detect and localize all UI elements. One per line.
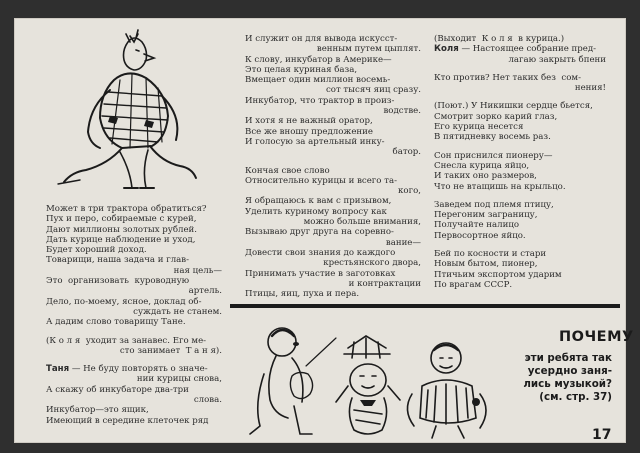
text-line: Может в три трактора обратиться? bbox=[46, 204, 207, 214]
banner-line: усердно заня- bbox=[527, 365, 612, 377]
text-line: Принимать участие в заготовках bbox=[245, 268, 396, 279]
text-line: артель. bbox=[188, 286, 222, 297]
text-line: Кто против? Нет таких без сом- bbox=[434, 72, 581, 83]
text-line: нии курицы снова, bbox=[136, 374, 222, 385]
text-line: Вмещает один миллион восемь- bbox=[245, 75, 391, 86]
text-line: Будет хороший доход. bbox=[46, 245, 147, 256]
section-divider bbox=[230, 304, 620, 308]
text-line: Довести свои знания до каждого bbox=[245, 247, 396, 258]
column-middle bbox=[245, 34, 421, 299]
text-line: Бей по косности и стари bbox=[434, 249, 547, 260]
text-line: К слову, инкубатор в Америке— bbox=[245, 54, 392, 65]
text-line: Сон приснился пионеру— bbox=[434, 150, 553, 161]
text-line: Все же вношу предложение bbox=[245, 126, 373, 137]
text-line: Снесла курица яйцо, bbox=[434, 160, 530, 171]
text-line: Я обращаюсь к вам с призывом, bbox=[245, 196, 392, 207]
text-line: Его курица несется bbox=[434, 122, 524, 133]
text-line: (Выходит К о л я в курица.) bbox=[434, 34, 565, 44]
banner-line: эти ребята так bbox=[524, 352, 612, 364]
text-line: Коля — Настоящее собрание пред- bbox=[434, 44, 597, 55]
text-line: (К о л я уходит за занавес. Его ме- bbox=[46, 335, 207, 346]
text-line: венным путем цыплят. bbox=[316, 44, 421, 55]
text-line: Таня — Не буду повторять о значе- bbox=[46, 364, 208, 375]
text-line: (Поют.) У Никишки сердце бьется, bbox=[434, 101, 593, 112]
text-line: Кончая свое слово bbox=[245, 165, 330, 176]
text-line: водстве. bbox=[383, 106, 421, 117]
musicians-illustration bbox=[236, 314, 498, 440]
banner-line: лись музыкой? bbox=[523, 378, 612, 390]
text-line: Инкубатор, что трактор в произ- bbox=[245, 95, 395, 106]
text-line: По врагам СССР. bbox=[434, 279, 513, 290]
text-line: Пух и перо, собираемые с курей, bbox=[46, 214, 197, 225]
text-line: Перегоним заграницу, bbox=[434, 210, 538, 221]
text-line: Вызываю друг друга на соревно- bbox=[245, 227, 394, 238]
text-line: Уделить куриному вопросу как bbox=[245, 206, 387, 217]
text-line: В пятидневку восемь раз. bbox=[434, 132, 551, 143]
text-line: Первосортное яйцо. bbox=[434, 230, 526, 241]
text-line: ная цель— bbox=[173, 265, 222, 276]
text-line: Получайте налицо bbox=[434, 220, 520, 231]
text-line: вание— bbox=[385, 237, 421, 248]
text-line: И хотя я не важный оратор, bbox=[245, 116, 373, 127]
text-line: А дадим слово товарищу Тане. bbox=[46, 317, 186, 328]
chicken-man-illustration bbox=[50, 20, 200, 196]
text-line: батор. bbox=[392, 147, 421, 158]
text-line: Птичьим экспортом ударим bbox=[434, 269, 562, 280]
text-line: сто занимает Т а н я). bbox=[119, 345, 222, 356]
text-line: Инкубатор—это ящик, bbox=[46, 405, 149, 416]
text-line: Это целая куриная база, bbox=[245, 64, 358, 75]
banner-subtitle bbox=[498, 352, 612, 404]
text-line: крестьянского двора, bbox=[323, 258, 421, 269]
column-right bbox=[434, 34, 606, 290]
text-line: суждать не станем. bbox=[133, 306, 222, 317]
text-line: Дать курице наблюдение и уход, bbox=[46, 234, 196, 245]
column-left bbox=[46, 204, 222, 426]
text-line: Смотрит зорко карий глаз, bbox=[434, 111, 558, 122]
text-line: Что не втащишь на крыльцо. bbox=[434, 181, 566, 192]
text-line: Новым бытом, пионер, bbox=[434, 259, 538, 270]
speaker-tanya: Таня bbox=[46, 364, 70, 375]
speaker-kolya: Коля bbox=[434, 44, 459, 55]
text-line: Птицы, яиц, пуха и пера. bbox=[245, 289, 360, 300]
text-line: можно больше внимания, bbox=[303, 217, 421, 228]
banner-line: (см. стр. 37) bbox=[539, 391, 612, 403]
magazine-page bbox=[14, 18, 634, 443]
text-line: Это организовать куроводную bbox=[46, 276, 190, 287]
text-line: Дают миллионы золотых рублей. bbox=[46, 224, 198, 235]
text-line: Заведем под племя птицу, bbox=[434, 199, 554, 210]
text-line: слова. bbox=[193, 395, 222, 406]
text-line: Относительно курицы и всего та- bbox=[245, 175, 397, 186]
text-line: Имеющий в середине клеточек ряд bbox=[46, 415, 209, 426]
text-line: лагаю закрыть бпени bbox=[508, 54, 606, 65]
page-number: 17 bbox=[592, 427, 612, 443]
text-line: кого, bbox=[398, 186, 421, 197]
banner-headline: ПОЧЕМУ bbox=[559, 329, 634, 345]
text-line: и контрактации bbox=[348, 278, 421, 289]
text-line: И таких оно размеров, bbox=[434, 171, 537, 182]
text-line: А скажу об инкубаторе два-три bbox=[46, 384, 189, 395]
text-line: сот тысяч яиц сразу. bbox=[325, 85, 421, 96]
text-line: Дело, по-моему, ясное, доклад об- bbox=[46, 296, 202, 307]
text-line: И служит он для вывода искусст- bbox=[245, 34, 398, 44]
text-line: И голосую за артельный инку- bbox=[245, 136, 385, 147]
text-line: Товарищи, наша задача и глав- bbox=[46, 255, 190, 266]
text-line: нения! bbox=[574, 83, 606, 94]
